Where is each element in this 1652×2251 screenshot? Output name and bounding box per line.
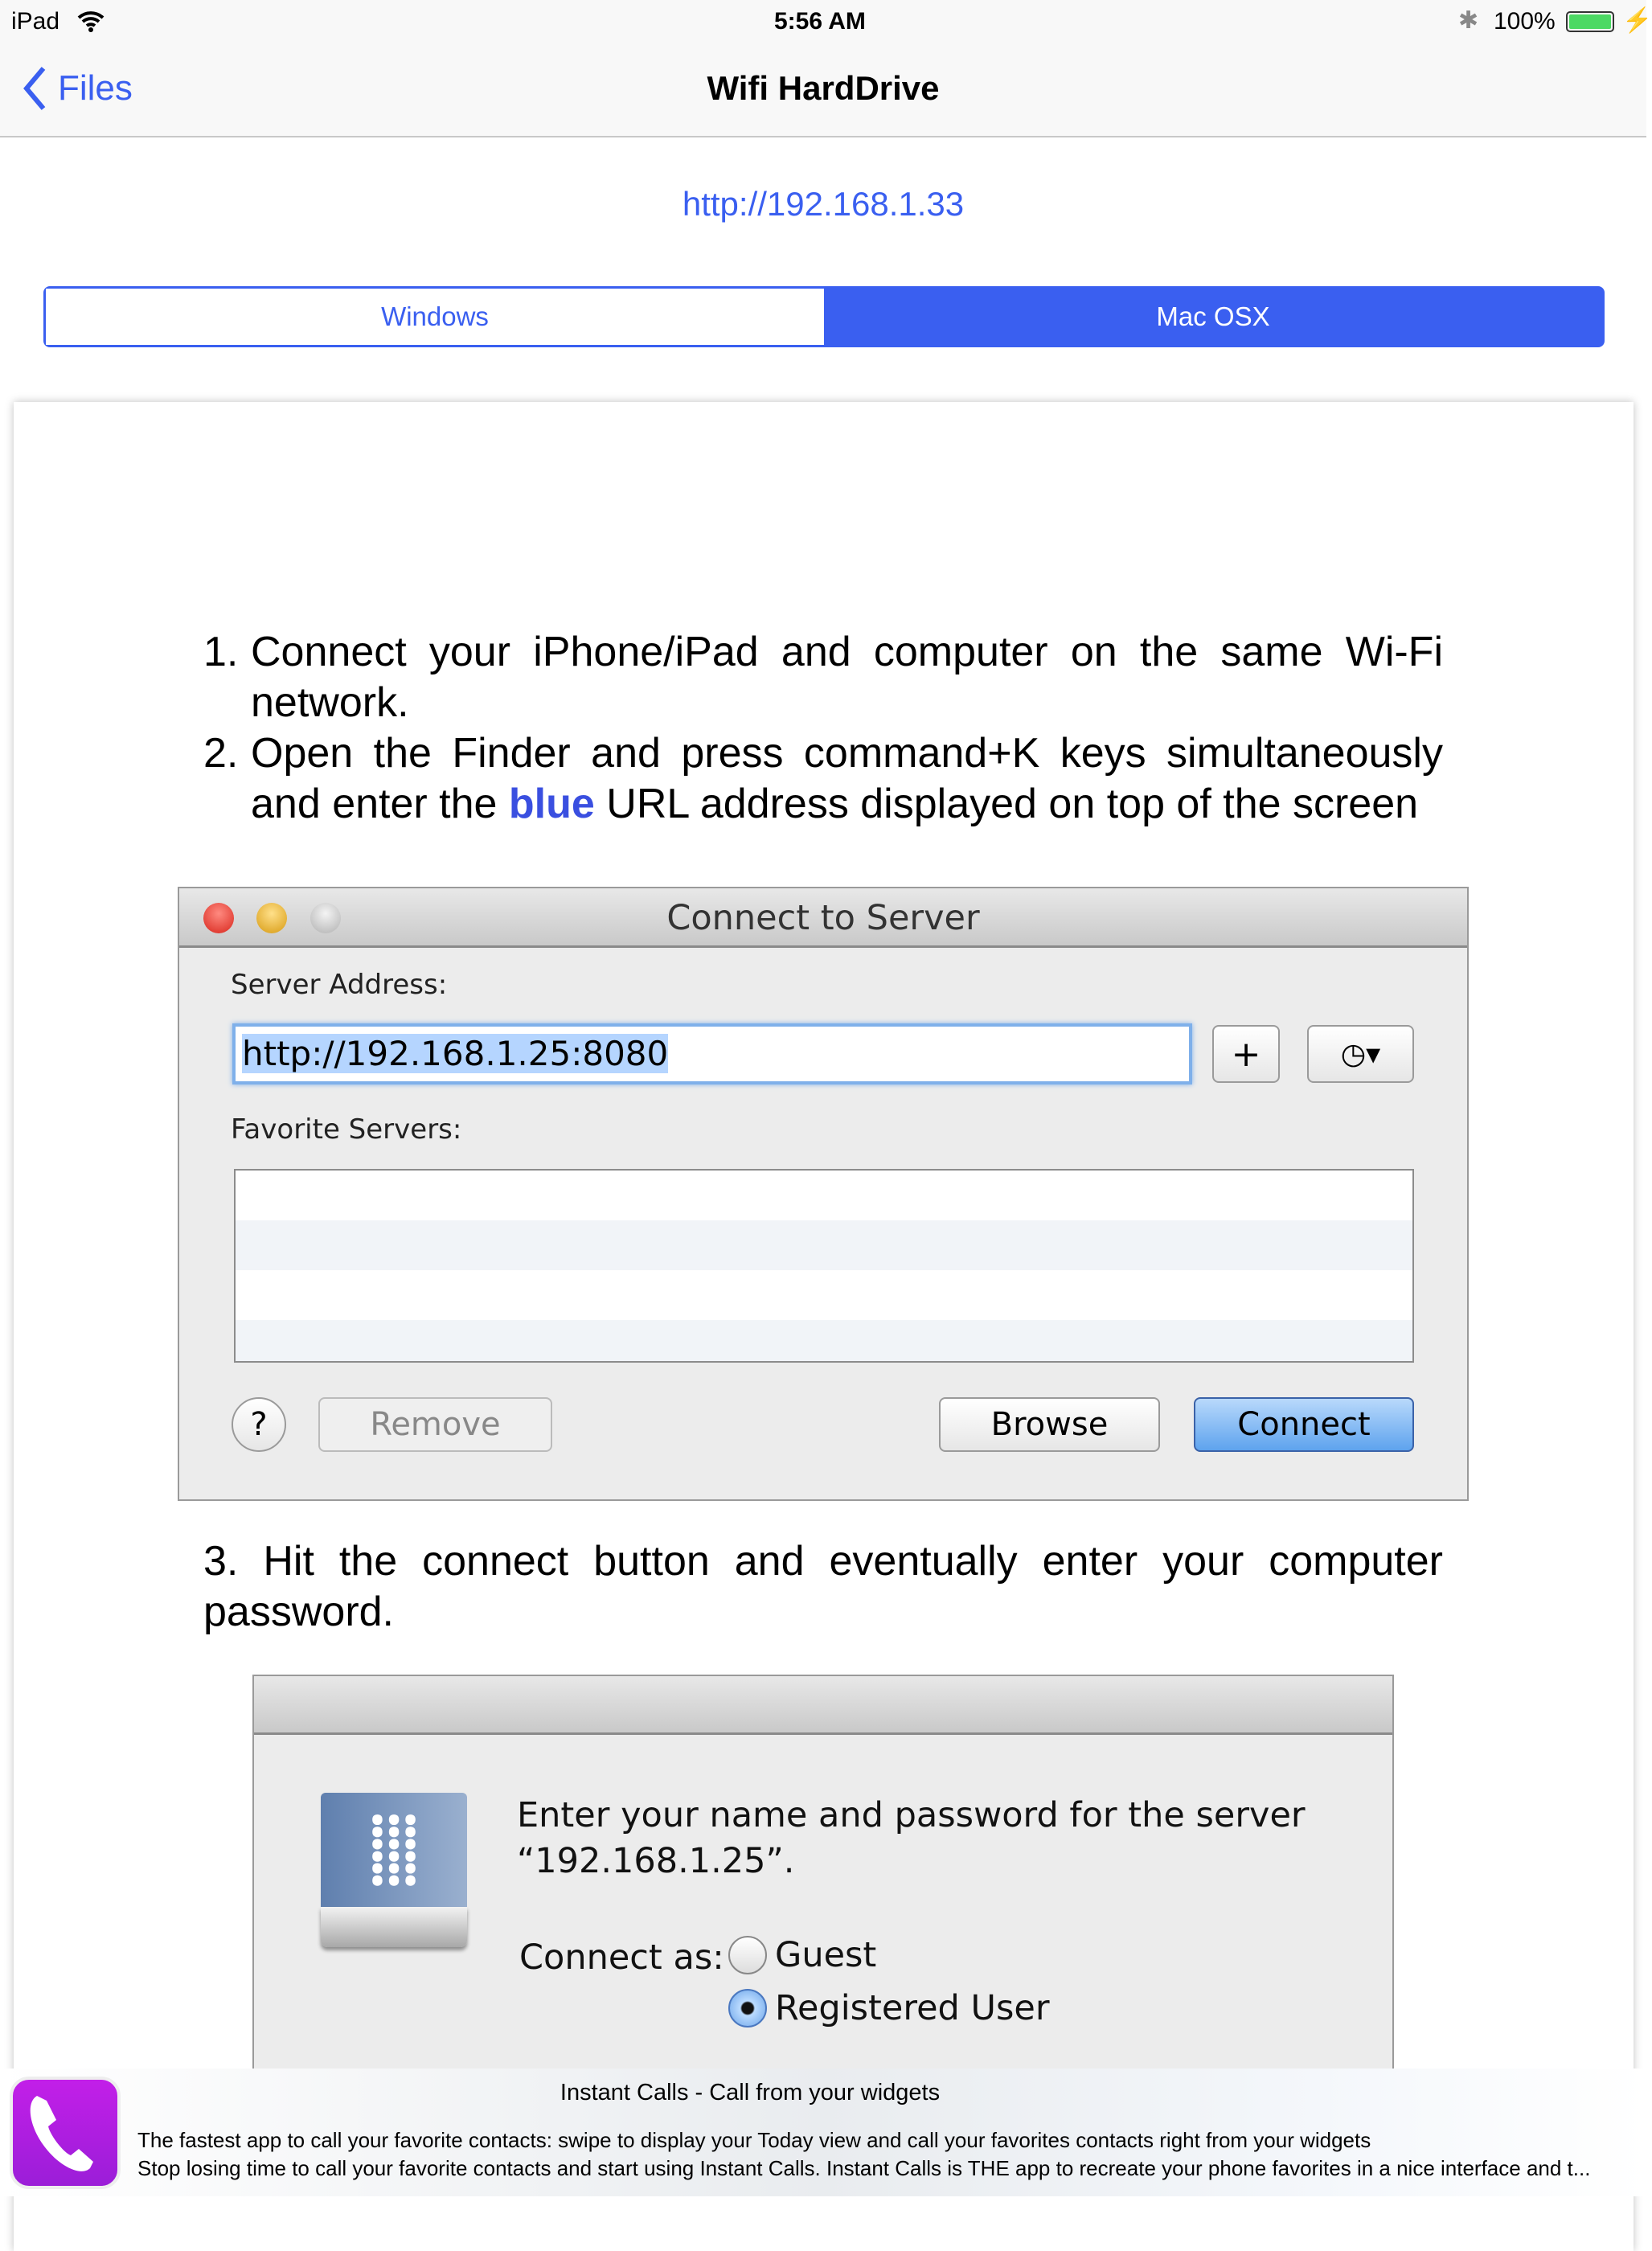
network-drive-icon: ⸽⸽⸽ <box>321 1793 467 1950</box>
ad-title: Instant Calls - Call from your widgets <box>560 2080 941 2105</box>
step-2-text-a: Open the Finder and press command+K keys simultaneously and enter the <box>251 730 1443 827</box>
dialog-titlebar <box>179 888 1467 948</box>
step-2-text-b: URL address displayed on top of the screen <box>594 781 1419 827</box>
radio-checked-icon <box>728 1989 767 2028</box>
dialog-titlebar <box>254 1676 1392 1735</box>
radio-unchecked-icon <box>728 1936 767 1974</box>
tab-mac-osx[interactable]: Mac OSX <box>824 289 1602 345</box>
connect-to-server-dialog <box>178 887 1469 1501</box>
connect-as-label: Connect as: <box>519 1937 724 1978</box>
step-1-text: Connect your iPhone/iPad and computer on the same Wi-Fi network. <box>251 629 1443 726</box>
browse-button[interactable]: Browse <box>939 1397 1160 1452</box>
server-address-label: Server Address: <box>231 969 448 1001</box>
ad-app-icon <box>10 2077 121 2189</box>
server-address-input[interactable] <box>232 1023 1192 1084</box>
os-segmented-control <box>43 286 1605 347</box>
status-bar <box>0 0 1652 48</box>
step-1-number: 1. <box>203 629 239 675</box>
nav-bar <box>0 48 1646 137</box>
phone-icon <box>13 2080 117 2186</box>
recent-servers-button[interactable] <box>1307 1025 1414 1083</box>
auth-message-server: “192.168.1.25”. <box>517 1841 795 1881</box>
ad-line-2: Stop losing time to call your favorite contacts and start using Instant Calls. Instant Calls is THE app to recreate your phone favorites in a nice interface and t... <box>137 2156 1591 2180</box>
bluetooth-icon: ✱ <box>1458 7 1479 34</box>
add-favorite-button[interactable]: + <box>1212 1025 1280 1083</box>
clock: 5:56 AM <box>774 8 866 35</box>
ad-line-1: The fastest app to call your favorite contacts: swipe to display your Today view and call your favorites contacts right from your widgets <box>137 2128 1371 2152</box>
favorite-servers-list[interactable] <box>234 1169 1414 1363</box>
server-url[interactable]: http://192.168.1.33 <box>682 185 965 223</box>
page-title: Wifi HardDrive <box>707 69 940 107</box>
step-3-text: 3. Hit the connect button and eventually enter your computer password. <box>203 1538 1443 1635</box>
tab-windows[interactable]: Windows <box>46 289 824 345</box>
clock-dropdown-icon: ◷▾ <box>1340 1037 1381 1071</box>
wifi-icon <box>77 10 105 32</box>
step-2-number: 2. <box>203 730 239 777</box>
step-2 <box>203 728 1443 830</box>
ad-banner[interactable] <box>0 2069 1646 2196</box>
dialog-title: Connect to Server <box>666 898 980 938</box>
help-button[interactable]: ? <box>232 1397 286 1452</box>
blue-word: blue <box>508 781 595 827</box>
back-label: Files <box>58 68 133 108</box>
favorite-servers-label: Favorite Servers: <box>231 1113 462 1146</box>
remove-button[interactable]: Remove <box>318 1397 552 1452</box>
charging-icon: ⚡ <box>1622 7 1652 34</box>
step-1 <box>203 627 1443 728</box>
radio-registered-label: Registered User <box>775 1988 1050 2028</box>
radio-registered-user[interactable] <box>728 1988 1050 2028</box>
step-2-text <box>251 728 1443 830</box>
auth-message-line1: Enter your name and password for the server <box>517 1795 1306 1835</box>
connect-button[interactable]: Connect <box>1194 1397 1414 1452</box>
battery-percent: 100% <box>1494 8 1556 35</box>
battery-icon <box>1566 11 1614 32</box>
server-address-value: http://192.168.1.25:8080 <box>242 1034 669 1073</box>
authentication-dialog <box>252 1675 1394 2093</box>
auth-message <box>517 1793 1306 1884</box>
radio-guest[interactable] <box>728 1935 876 1975</box>
radio-guest-label: Guest <box>775 1935 877 1975</box>
device-name: iPad <box>11 8 60 35</box>
